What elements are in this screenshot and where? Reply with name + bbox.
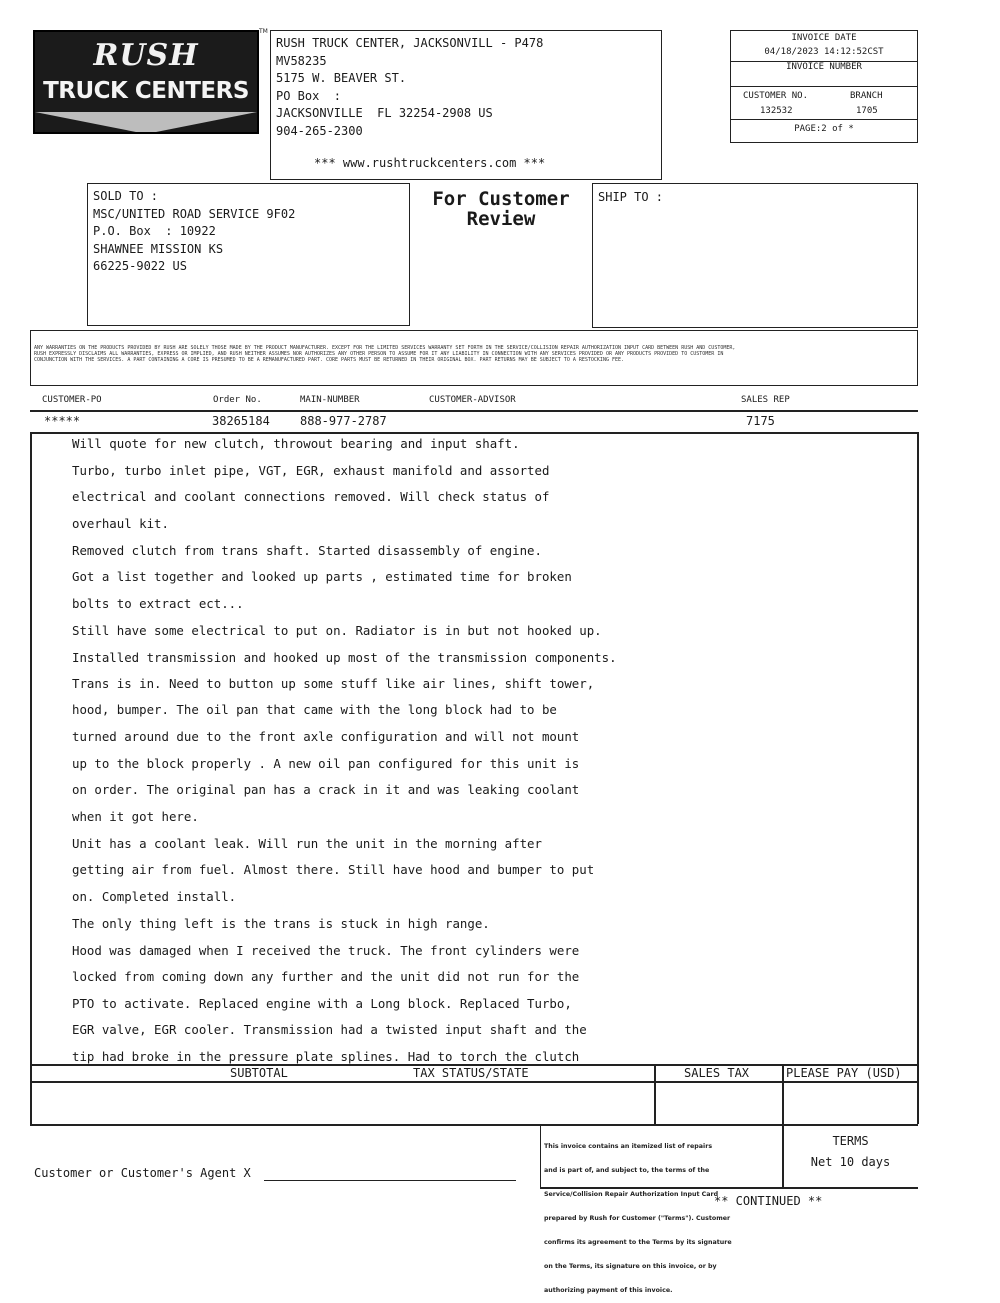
store-code: MV58235 — [276, 53, 327, 68]
store-website: *** www.rushtruckcenters.com *** — [314, 156, 546, 170]
note-line: electrical and coolant connections removed. Will check status of — [72, 489, 550, 504]
branch-value: 1705 — [856, 106, 878, 116]
sold-to-city: SHAWNEE MISSION KS — [93, 241, 224, 256]
sold-to-name: MSC/UNITED ROAD SERVICE 9F02 — [93, 206, 296, 221]
please-pay-label: PLEASE PAY (USD) — [786, 1066, 902, 1080]
main-number-label: MAIN-NUMBER — [300, 395, 360, 405]
note-line: Hood was damaged when I received the truck. The front cylinders were — [72, 943, 580, 958]
note-line: The only thing left is the trans is stuck in high range. — [72, 916, 490, 931]
review-heading — [412, 189, 590, 229]
store-street: 5175 W. BEAVER ST. — [276, 71, 407, 86]
note-line: Removed clutch from trans shaft. Started disassembly of engine. — [72, 543, 542, 558]
note-line: Still have some electrical to put on. Radiator is in but not hooked up. — [72, 623, 602, 638]
note-line: Got a list together and looked up parts , estimated time for broken — [72, 569, 572, 584]
terms-value: Net 10 days — [810, 1155, 891, 1169]
order-no-label: Order No. — [213, 395, 262, 405]
rush-logo — [33, 30, 259, 134]
warranty-text: ANY WARRANTIES ON THE PRODUCTS PROVIDED BY RUSH ARE SOLELY THOSE MADE BY THE PRODUCT MANUFACTURER. EXCEPT FOR THE LIMITED SERVICES WARRANTY SET FORTH IN THE SERVICE/COLLISION REPAIR AUTHORIZATION INPUT CARD BETWEEN RUSH AND CUSTOMER, RUSH EXPRESSLY DISCLAIMS ALL WARRANTIES, EXPRESS OR IMPLIED, AND RUSH NEITHER ASSUMES NOR AUTHORIZES ANY OTHER PERSON TO ASSUME FOR IT ANY LIABILITY IN CONNECTION WITH ANY SERVICES PROVIDED OR ANY PRODUCTS PROVIDED TO CUSTOMER IN CONJUNCTION WITH THE SERVICES. A PART CONTAINING A CORE IS PRESUMED TO BE A REMANUFACTURED PART. CORE PARTS MUST BE RETURNED IN THEIR ORIGINAL BOX. PART RETURNS MAY BE SUBJECT TO A RESTOCKING FEE. — [34, 345, 736, 363]
logo-chevron — [35, 112, 257, 134]
continued-marker: ** CONTINUED ** — [714, 1194, 823, 1208]
terms-fine-print: This invoice contains an itemized list of repairs and is part of, and subject to, the terms of the Service/Collision Repair Authorization Input Card prepared by Rush for Customer ("Terms"). Customer confirms its agreement to the Terms by its signature on the Terms, its signature on this invoice, or by authorizing payment of this invoice. — [544, 1143, 732, 1294]
body-left-border — [30, 432, 32, 1124]
note-line: Turbo, turbo inlet pipe, VGT, EGR, exhaust manifold and assorted — [72, 463, 550, 478]
note-line: EGR valve, EGR cooler. Transmission had a twisted input shaft and the — [72, 1022, 587, 1037]
sold-to-address — [93, 188, 295, 276]
note-line: tip had broke in the pressure plate splines. Had to torch the clutch — [72, 1049, 580, 1064]
store-address — [276, 35, 543, 141]
invoice-number-label: INVOICE NUMBER — [786, 62, 862, 72]
store-city: JACKSONVILLE FL 32254-2908 US — [276, 106, 493, 121]
note-line: locked from coming down any further and the unit did not run for the — [72, 969, 580, 984]
note-line: Will quote for new clutch, throwout bearing and input shaft. — [72, 436, 520, 451]
store-phone: 904-265-2300 — [276, 123, 363, 138]
trademark-mark: TM — [259, 28, 268, 35]
review-line-2: Review — [466, 208, 536, 230]
sales-tax-label: SALES TAX — [684, 1066, 750, 1080]
store-name: RUSH TRUCK CENTER, JACKSONVILL - P478 — [276, 36, 544, 50]
ship-to-label: SHIP TO : — [598, 190, 664, 204]
sold-to-pobox: P.O. Box : 10922 — [93, 224, 216, 239]
note-line: Unit has a coolant leak. Will run the unit in the morning after — [72, 836, 542, 851]
main-number-value: 888-977-2787 — [300, 414, 387, 428]
page-indicator: PAGE:2 of * — [794, 124, 854, 134]
customer-po-value: ***** — [44, 414, 81, 428]
sold-to-zip: 66225-9022 US — [93, 259, 187, 274]
signature-label: Customer or Customer's Agent X — [34, 1166, 251, 1180]
note-line: when it got here. — [72, 809, 199, 824]
note-line: PTO to activate. Replaced engine with a Long block. Replaced Turbo, — [72, 996, 572, 1011]
note-line: on order. The original pan has a crack in it and was leaking coolant — [72, 782, 580, 797]
sales-rep-value: 7175 — [746, 414, 775, 428]
sales-rep-label: SALES REP — [741, 395, 790, 405]
invoice-date-label: INVOICE DATE — [791, 33, 857, 43]
note-line: Installed transmission and hooked up most of the transmission components. — [72, 650, 617, 665]
customer-po-label: CUSTOMER-PO — [42, 395, 102, 405]
subtotal-label: SUBTOTAL — [230, 1066, 288, 1080]
note-line: on. Completed install. — [72, 889, 237, 904]
note-line: overhaul kit. — [72, 516, 169, 531]
terms-label: TERMS — [832, 1134, 869, 1148]
note-line: turned around due to the front axle configuration and will not mount — [72, 729, 580, 744]
ship-to-box — [592, 183, 918, 328]
signature-line[interactable] — [264, 1180, 516, 1181]
note-line: hood, bumper. The oil pan that came with the long block had to be — [72, 702, 557, 717]
customer-advisor-label: CUSTOMER-ADVISOR — [429, 395, 516, 405]
invoice-date-value: 04/18/2023 14:12:52CST — [764, 47, 884, 57]
body-right-border — [917, 432, 919, 1124]
review-line-1: For Customer — [432, 188, 570, 210]
store-pobox: PO Box : — [276, 88, 342, 103]
logo-truck-centers-text: TRUCK CENTERS — [43, 78, 249, 104]
logo-rush-text: RUSH — [93, 38, 199, 73]
sold-to-label: SOLD TO : — [93, 189, 159, 203]
note-line: getting air from fuel. Almost there. Still have hood and bumper to put — [72, 862, 595, 877]
order-no-value: 38265184 — [212, 414, 270, 428]
note-line: bolts to extract ect... — [72, 596, 244, 611]
note-line: Trans is in. Need to button up some stuff like air lines, shift tower, — [72, 676, 595, 691]
customer-no-label: CUSTOMER NO. — [743, 91, 809, 101]
tax-status-label: TAX STATUS/STATE — [413, 1066, 529, 1080]
note-line: up to the block properly . A new oil pan configured for this unit is — [72, 756, 580, 771]
branch-label: BRANCH — [850, 91, 883, 101]
customer-no-value: 132532 — [760, 106, 793, 116]
